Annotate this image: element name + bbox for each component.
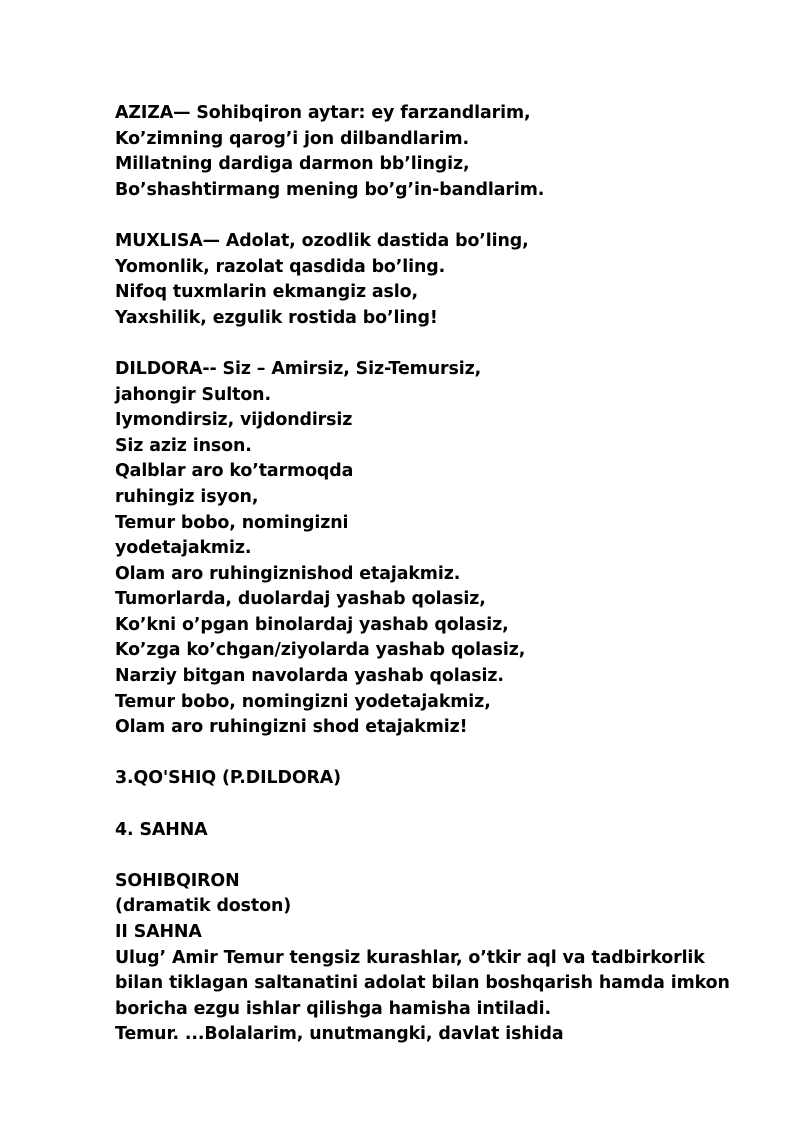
prose-line: boricha ezgu ishlar qilishga hamisha intiladi. — [115, 998, 551, 1019]
prose-line: Ulug’ Amir Temur tengsiz kurashlar, o’tkir aql va tadbirkorlik — [115, 947, 705, 968]
verse-line: MUXLISA— Adolat, ozodlik dastida bo’ling, — [115, 230, 529, 251]
blank-line — [115, 843, 765, 869]
scene-heading: 4. SAHNA — [115, 819, 208, 840]
blank-line — [115, 331, 765, 357]
verse-line: DILDORA-- Siz – Amirsiz, Siz-Temursiz, — [115, 358, 482, 379]
verse-line: Olam aro ruhingizni shod etajakmiz! — [115, 717, 468, 738]
stanza-aziza — [115, 101, 765, 203]
blank-line — [115, 741, 765, 767]
play-subtitle: (dramatik doston) — [115, 896, 292, 917]
verse-line: Olam aro ruhingiznishod etajakmiz. — [115, 563, 461, 584]
verse-line: Nifoq tuxmlarin ekmangiz aslo, — [115, 282, 419, 303]
blank-line — [115, 792, 765, 818]
closing-block — [115, 869, 765, 1048]
prose-line: bilan tiklagan saltanatini adolat bilan boshqarish hamda imkon — [115, 973, 730, 994]
blank-line — [115, 203, 765, 229]
song-heading: 3.QO'SHIQ (P.DILDORA) — [115, 768, 341, 789]
verse-line: jahongir Sulton. — [115, 384, 271, 405]
verse-line: Iymondirsiz, vijdondirsiz — [115, 410, 353, 431]
verse-line: Ko’zga ko’chgan/ziyolarda yashab qolasiz, — [115, 640, 526, 661]
verse-line: Siz aziz inson. — [115, 435, 252, 456]
stanza-muxlisa — [115, 229, 765, 331]
verse-line: AZIZA— Sohibqiron aytar: ey farzandlarim, — [115, 103, 531, 123]
verse-line: ruhingiz isyon, — [115, 486, 259, 507]
verse-line: Tumorlarda, duolardaj yashab qolasiz, — [115, 589, 486, 610]
verse-line: Temur bobo, nomingizni yodetajakmiz, — [115, 691, 491, 712]
verse-line: Qalblar aro ko’tarmoqda — [115, 461, 354, 482]
verse-line: Ko’kni o’pgan binolardaj yashab qolasiz, — [115, 614, 509, 635]
verse-line: Ko’zimning qarog’i jon dilbandlarim. — [115, 128, 470, 149]
verse-line: Temur bobo, nomingizni — [115, 512, 349, 533]
verse-line: Narziy bitgan navolarda yashab qolasiz. — [115, 666, 504, 687]
verse-line: Millatning dardiga darmon bb’lingiz, — [115, 154, 470, 175]
verse-line: Yomonlik, razolat qasdida bo’ling. — [115, 256, 446, 277]
prose-line: Temur. ...Bolalarim, unutmangki, davlat ishida — [115, 1024, 564, 1045]
document-page — [115, 101, 765, 1048]
verse-line: Bo’shashtirmang mening bo’g’in-bandlarim. — [115, 179, 545, 200]
play-title: SOHIBQIRON — [115, 870, 240, 891]
stanza-dildora — [115, 357, 765, 741]
act-heading: II SAHNA — [115, 922, 202, 942]
verse-line: Yaxshilik, ezgulik rostida bo’ling! — [115, 307, 438, 328]
verse-line: yodetajakmiz. — [115, 538, 252, 559]
